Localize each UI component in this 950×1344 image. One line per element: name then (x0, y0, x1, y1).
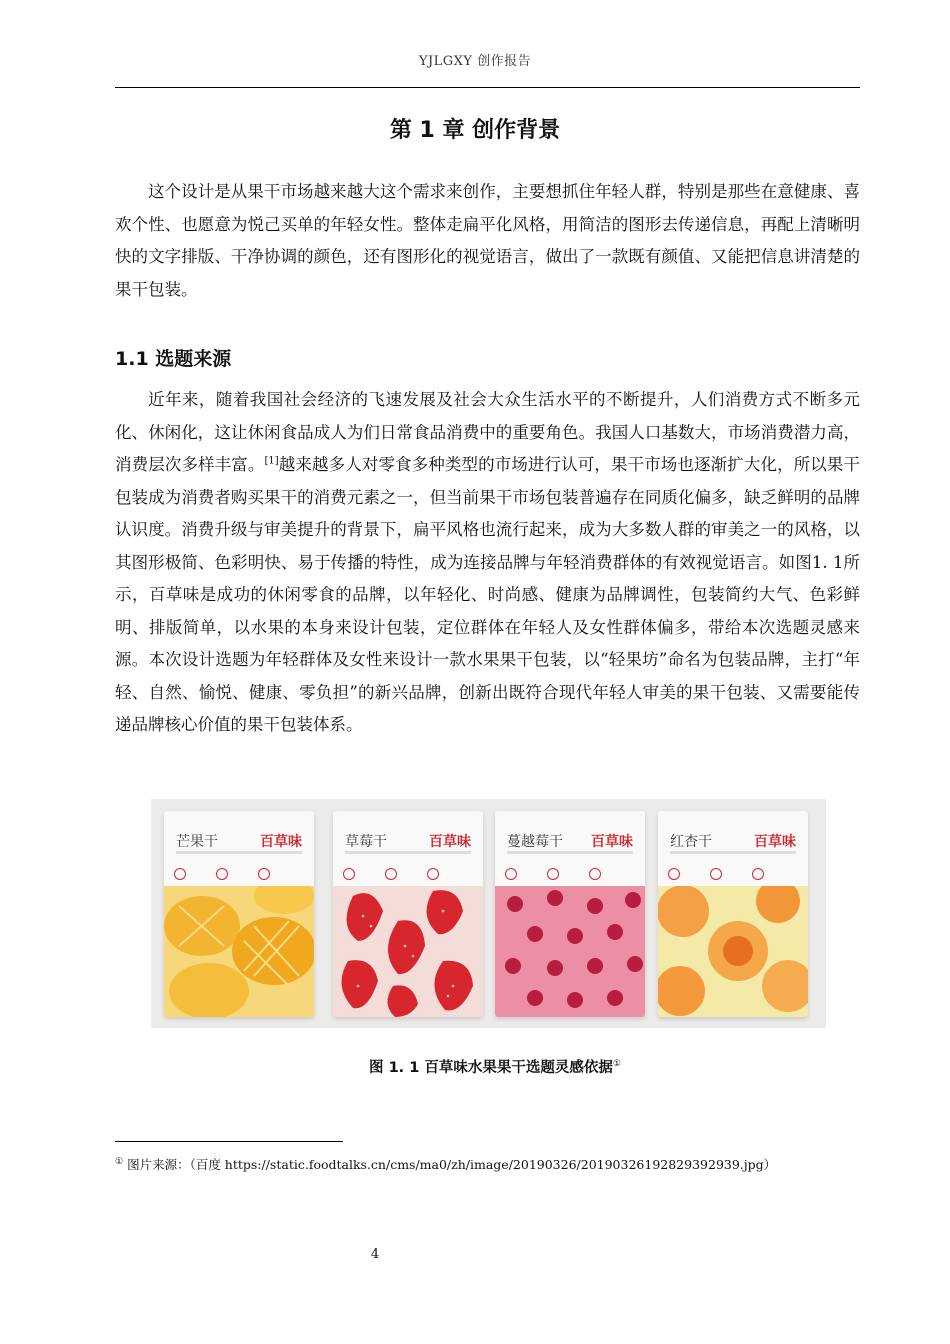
package-subtitle-bar (670, 851, 796, 854)
package-strawberry (333, 811, 483, 1017)
intro-paragraph: 这个设计是从果干市场越来越大这个需求来创作，主要想抓住年轻人群，特别是那些在意健康、喜欢个性、也愿意为悦己买单的年轻女性。整体走扁平化风格，用简洁的图形去传递信息，再配上清晰明快的文字排版、干净协调的颜色，还有图形化的视觉语言，做出了一款既有颜值、又能把信息讲清楚的果干包装。 (115, 182, 860, 299)
feature-icon (385, 868, 397, 880)
figure-image (151, 799, 826, 1028)
running-header: YJLGXY 创作报告 (418, 54, 532, 69)
feature-icon (547, 868, 559, 880)
feature-icon (174, 868, 186, 880)
feature-icon (668, 868, 680, 880)
package-subtitle-bar (176, 851, 302, 854)
package-name: 红杏干 (670, 834, 712, 850)
package-name: 草莓干 (345, 834, 387, 850)
package-name: 芒果干 (176, 834, 218, 850)
package-subtitle-bar (507, 851, 633, 854)
feature-icon (258, 868, 270, 880)
package-brand-logo: 百草味 (754, 834, 796, 850)
section-title: 1.1 选题来源 (115, 348, 232, 370)
topic-source-paragraph (115, 384, 860, 742)
paragraph-text-part2: 越来越多人对零食多种类型的市场进行认可，果干市场也逐渐扩大化，所以果干包装成为消费者购买果干的消费元素之一，但当前果干市场包装普遍存在同质化偏多，缺乏鲜明的品牌认识度。消费升级与审美提升的背景下，扁平风格也流行起来，成为大多数人群的审美之一的风格，以其图形极简、色彩明快、易于传播的特性，成为连接品牌与年轻消费群体的有效视觉语言。如图1. 1所示，百草味是成功的休闲零食的品牌，以年轻化、时尚感、健康为品牌调性，包装简约大气、色彩鲜明、排版简单，以水果的本身来设计包装，定位群体在年轻人及女性群体偏多，带给本次选题灵感来源。本次设计选题为年轻群体及女性来设计一款水果果干包装，以“轻果坊”命名为包装品牌，主打“年轻、自然、愉悦、健康、零负担”的新兴品牌，创新出既符合现代年轻人审美的果干包装、又需要能传递品牌核心价值的果干包装体系。 (115, 455, 861, 734)
package-brand-logo: 百草味 (429, 834, 471, 850)
feature-icon (589, 868, 601, 880)
package-apricot (658, 811, 808, 1017)
feature-icon (216, 868, 228, 880)
figure-caption-text: 图 1. 1 百草味水果果干选题灵感依据 (369, 1060, 613, 1076)
feature-icon (505, 868, 517, 880)
footnote (115, 1155, 776, 1173)
feature-icon (752, 868, 764, 880)
package-brand-logo: 百草味 (591, 834, 633, 850)
package-label-area (658, 811, 808, 886)
header-rule (115, 87, 860, 88)
chapter-title: 第 1 章 创作背景 (389, 118, 561, 143)
footnote-rule (115, 1141, 343, 1142)
package-feature-icons (343, 865, 473, 879)
package-feature-icons (668, 865, 798, 879)
package-mango (164, 811, 314, 1017)
package-name: 蔓越莓干 (507, 834, 563, 850)
package-cranberry (495, 811, 645, 1017)
mango-fruit-illustration (164, 886, 314, 1017)
cranberry-fruit-illustration (495, 886, 645, 1017)
feature-icon (427, 868, 439, 880)
package-feature-icons (505, 865, 635, 879)
package-brand-logo: 百草味 (260, 834, 302, 850)
figure-caption (0, 1056, 950, 1077)
feature-icon (710, 868, 722, 880)
package-feature-icons (174, 865, 304, 879)
package-label-area (333, 811, 483, 886)
footnote-reference-marker[interactable]: ① (612, 1059, 621, 1070)
package-label-area (495, 811, 645, 886)
page-number: 4 (370, 1247, 380, 1262)
feature-icon (343, 868, 355, 880)
apricot-fruit-illustration (658, 886, 808, 1017)
paragraph-text-part1: 近年来，随着我国社会经济的飞速发展及社会大众生活水平的不断提升，人们消费方式不断多元化、休闲化，这让休闲食品成人为们日常食品消费中的重要角色。我国人口基数大，市场消费潜力高，消费层次多样丰富。 (115, 390, 860, 474)
citation-marker[interactable]: [1] (264, 455, 279, 467)
footnote-text: 图片来源：（百度 https://static.foodtalks.cn/cms/ma0/zh/image/20190326/20190326192829392939.jpg） (127, 1157, 777, 1172)
package-label-area (164, 811, 314, 886)
footnote-marker: ① (115, 1156, 124, 1167)
package-subtitle-bar (345, 851, 471, 854)
strawberry-fruit-illustration (333, 886, 483, 1017)
